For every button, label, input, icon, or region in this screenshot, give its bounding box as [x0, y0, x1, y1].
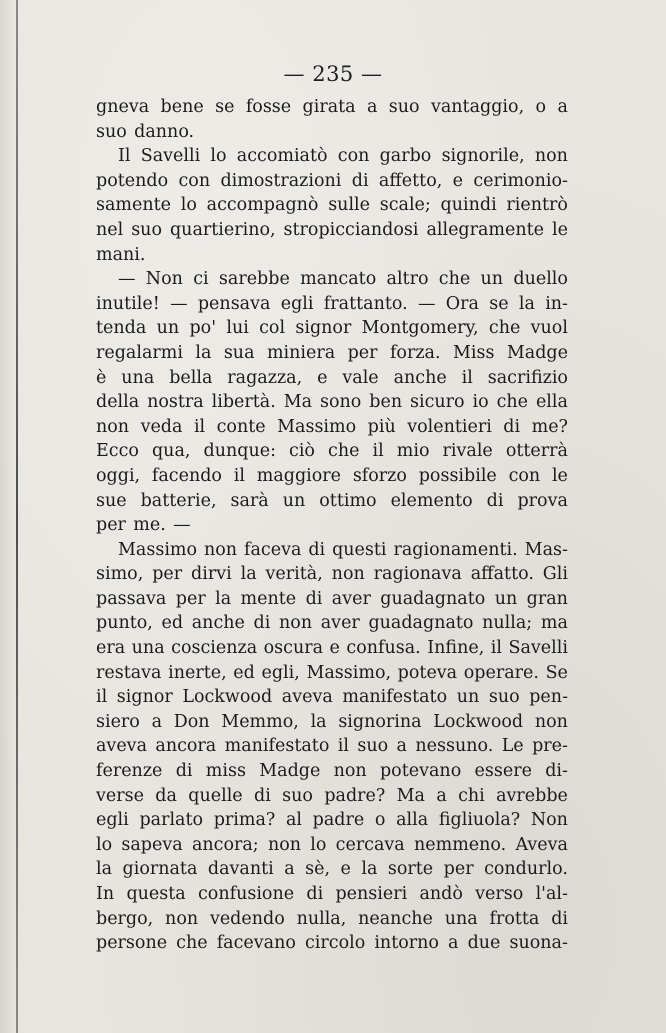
text-line: inutile! — pensava egli frattanto. — Ora se la in- — [96, 293, 568, 314]
binding-shadow — [0, 0, 16, 1033]
text-line: ferenze di miss Madge non potevano essere di- — [96, 761, 568, 782]
text-line: sue batterie, sarà un ottimo elemento di prova — [96, 490, 568, 511]
text-line: mani. — [96, 244, 146, 265]
binding-edge — [16, 0, 18, 1033]
text-line: simo, per dirvi la verità, non ragionava affatto. Gli — [96, 564, 568, 585]
text-line: Il Savelli lo accomiatò con garbo signorile, non — [118, 146, 568, 167]
paragraph — [96, 538, 568, 956]
text-line: tenda un po' lui col signor Montgomery, che vuol — [96, 318, 568, 339]
text-line: potendo con dimostrazioni di affetto, e cerimonio- — [96, 170, 568, 191]
paragraph — [96, 267, 568, 538]
text-line: punto, ed anche di non aver guadagnato nulla; ma — [96, 613, 568, 634]
text-line: verse da quelle di suo padre? Ma a chi avrebbe — [96, 785, 568, 806]
text-line: siero a Don Memmo, la signorina Lockwood non — [96, 711, 568, 732]
text-line: bergo, non vedendo nulla, neanche una frotta di — [96, 908, 568, 929]
text-line: restava inerte, ed egli, Massimo, poteva operare. Se — [96, 662, 568, 683]
text-line: nel suo quartierino, stropicciandosi allegramente le — [96, 219, 568, 240]
text-line: suo danno. — [96, 121, 195, 142]
text-line: della nostra libertà. Ma sono ben sicuro io che ella — [96, 392, 568, 413]
text-line: non veda il conte Massimo più volentieri di me? — [96, 416, 568, 437]
text-line: regalarmi la sua miniera per forza. Miss Madge — [96, 342, 568, 363]
text-line: aveva ancora manifestato il suo a nessuno. Le pre- — [96, 736, 568, 757]
text-line: è una bella ragazza, e vale anche il sacrifizio — [96, 367, 568, 388]
text-line: la giornata davanti a sè, e la sorte per condurlo. — [96, 859, 568, 880]
paragraph — [96, 95, 568, 144]
text-line: — Non ci sarebbe mancato altro che un duello — [118, 269, 568, 290]
text-line: samente lo accompagnò sulle scale; quindi rientrò — [96, 195, 568, 216]
paragraph — [96, 144, 568, 267]
page-number: — 235 — — [283, 62, 383, 86]
text-line: In questa confusione di pensieri andò verso l'al- — [96, 884, 568, 904]
text-line: Massimo non faceva di questi ragionamenti. Mas- — [118, 539, 568, 560]
text-line: lo sapeva ancora; non lo cercava nemmeno. Aveva — [96, 834, 568, 855]
text-line: gneva bene se fosse girata a suo vantaggio, o a — [96, 97, 568, 117]
text-line: Ecco qua, dunque: ciò che il mio rivale otterrà — [96, 441, 568, 462]
text-line: passava per la mente di aver guadagnato un gran — [96, 588, 568, 609]
text-line: oggi, facendo il maggiore sforzo possibile con le — [96, 465, 568, 486]
text-line: egli parlato prima? al padre o alla figliuola? Non — [96, 810, 568, 831]
body-text — [96, 95, 568, 956]
text-line: per me. — — [96, 515, 191, 536]
text-line: il signor Lockwood aveva manifestato un suo pen- — [96, 687, 568, 708]
text-line: era una coscienza oscura e confusa. Infine, il Savelli — [96, 638, 568, 659]
text-line: persone che facevano circolo intorno a due suona- — [96, 933, 568, 954]
